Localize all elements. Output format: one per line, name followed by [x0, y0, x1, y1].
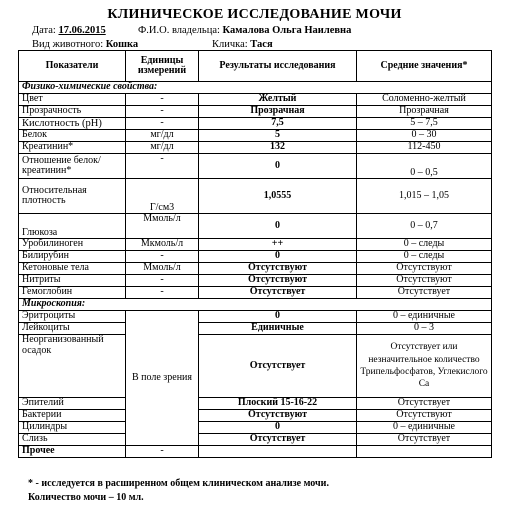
header-reference: Средние значения* — [357, 51, 492, 82]
table-row — [19, 311, 492, 323]
row-result: Отсутствует — [199, 287, 357, 299]
row-result: Прозрачная — [199, 106, 357, 118]
species-label: Вид животного: — [32, 39, 104, 50]
table-row — [19, 434, 492, 446]
row-result: Отсутствуют — [199, 275, 357, 287]
row-result: Отсутствуют — [199, 410, 357, 422]
row-unit: - — [126, 287, 199, 299]
footnote: * - исследуется в расширенном общем клиническом анализе мочи. — [28, 478, 329, 489]
row-ref: Отсутствует — [357, 398, 492, 410]
row-ref: 0 – 0,5 — [357, 154, 492, 179]
row-ref: 0 – следы — [357, 239, 492, 251]
table-row — [19, 398, 492, 410]
results-table — [18, 50, 492, 458]
table-row — [19, 275, 492, 287]
row-ref: 0 – 3 — [357, 323, 492, 335]
table-row — [19, 263, 492, 275]
row-unit: - — [126, 446, 199, 458]
row-name: Бактерии — [19, 410, 126, 422]
row-name: Относительная плотность — [19, 179, 126, 214]
row-name: Глюкоза — [19, 214, 126, 239]
row-name: Белок — [19, 130, 126, 142]
header-indicator: Показатели — [19, 51, 126, 82]
row-name: Слизь — [19, 434, 126, 446]
table-row — [19, 251, 492, 263]
row-result: 0 — [199, 311, 357, 323]
row-unit: Мкмоль/л — [126, 239, 199, 251]
row-ref: Отсутствует — [357, 287, 492, 299]
table-row — [19, 130, 492, 142]
row-unit: Г/см3 — [126, 179, 199, 214]
table-row — [19, 94, 492, 106]
date-label: Дата: — [32, 25, 56, 36]
species-line — [32, 39, 138, 50]
row-ref: Отсутствуют — [357, 263, 492, 275]
row-result: 1,0555 — [199, 179, 357, 214]
section-microscopy: Микроскопия: — [19, 299, 492, 311]
row-name: Отношение белок/креатинин* — [19, 154, 126, 179]
table-row — [19, 214, 492, 239]
row-result: 0 — [199, 214, 357, 239]
row-name: Билирубин — [19, 251, 126, 263]
row-unit: мг/дл — [126, 130, 199, 142]
table-row — [19, 154, 492, 179]
row-ref: 1,015 – 1,05 — [357, 179, 492, 214]
row-ref: 0 – следы — [357, 251, 492, 263]
header-units: Единицы измерений — [126, 51, 199, 82]
table-row — [19, 410, 492, 422]
micro-unit-group: В поле зрения — [126, 311, 199, 446]
nick-label: Кличка: — [212, 39, 248, 50]
table-row — [19, 239, 492, 251]
table-row — [19, 323, 492, 335]
row-ref: Отсутствует или незначительное количество Трипельфосфатов, Углекислого Са — [357, 335, 492, 398]
row-ref — [357, 446, 492, 458]
row-name: Неорганизованный осадок — [19, 335, 126, 398]
row-ref: Отсутствует — [357, 434, 492, 446]
table-row — [19, 142, 492, 154]
row-name: Уробилиноген — [19, 239, 126, 251]
row-result: 0 — [199, 154, 357, 179]
row-name: Цвет — [19, 94, 126, 106]
row-ref: 0 – единичные — [357, 422, 492, 434]
row-ref: Отсутствуют — [357, 275, 492, 287]
row-ref: 0 – 0,7 — [357, 214, 492, 239]
row-result: 132 — [199, 142, 357, 154]
row-name: Прозрачность — [19, 106, 126, 118]
row-unit: Ммоль/л — [126, 263, 199, 275]
row-result: Отсутствует — [199, 434, 357, 446]
table-row — [19, 179, 492, 214]
row-ref: 112-450 — [357, 142, 492, 154]
table-row — [19, 422, 492, 434]
owner-value: Камалова Ольга Наилевна — [222, 25, 352, 36]
row-result: ++ — [199, 239, 357, 251]
table-row — [19, 118, 492, 130]
row-result: 0 — [199, 251, 357, 263]
row-unit: - — [126, 118, 199, 130]
row-unit: - — [126, 251, 199, 263]
row-name: Эпителий — [19, 398, 126, 410]
table-row — [19, 287, 492, 299]
row-ref: Соломенно-желтый — [357, 94, 492, 106]
row-result: Единичные — [199, 323, 357, 335]
row-result: 5 — [199, 130, 357, 142]
row-name: Нитриты — [19, 275, 126, 287]
owner-line — [138, 25, 351, 36]
page-title: КЛИНИЧЕСКОЕ ИССЛЕДОВАНИЕ МОЧИ — [107, 7, 402, 22]
urine-volume: Количество мочи – 10 мл. — [28, 492, 144, 503]
owner-label: Ф.И.О. владельца: — [138, 25, 220, 36]
row-ref: Отсутствуют — [357, 410, 492, 422]
row-unit: - — [126, 154, 199, 179]
table-row — [19, 335, 492, 398]
date-value: 17.06.2015 — [58, 25, 106, 36]
row-unit: - — [126, 275, 199, 287]
row-name: Креатинин* — [19, 142, 126, 154]
row-name: Прочее — [19, 446, 126, 458]
table-row — [19, 446, 492, 458]
row-name: Цилиндры — [19, 422, 126, 434]
row-unit: Ммоль/л — [126, 214, 199, 239]
row-ref: 5 – 7,5 — [357, 118, 492, 130]
row-ref: 0 – единичные — [357, 311, 492, 323]
row-result: Плоский 15-16-22 — [199, 398, 357, 410]
row-result: Отсутствуют — [199, 263, 357, 275]
row-result: Желтый — [199, 94, 357, 106]
row-result: 7,5 — [199, 118, 357, 130]
row-result: Отсутствует — [199, 335, 357, 398]
row-name: Эритроциты — [19, 311, 126, 323]
species-value: Кошка — [105, 39, 139, 50]
row-name: Кетоновые тела — [19, 263, 126, 275]
nick-value: Тася — [250, 39, 273, 50]
date-line — [32, 25, 106, 36]
row-result: 0 — [199, 422, 357, 434]
row-unit: - — [126, 106, 199, 118]
row-ref: Прозрачная — [357, 106, 492, 118]
table-row — [19, 106, 492, 118]
row-name: Гемоглобин — [19, 287, 126, 299]
row-result — [199, 446, 357, 458]
row-unit: мг/дл — [126, 142, 199, 154]
row-unit: - — [126, 94, 199, 106]
header-results: Результаты исследования — [199, 51, 357, 82]
row-name: Кислотность (рН) — [19, 118, 126, 130]
row-ref: 0 – 30 — [357, 130, 492, 142]
nick-line — [212, 39, 273, 50]
row-name: Лейкоциты — [19, 323, 126, 335]
section-physchem: Физико-химические свойства: — [19, 82, 492, 94]
